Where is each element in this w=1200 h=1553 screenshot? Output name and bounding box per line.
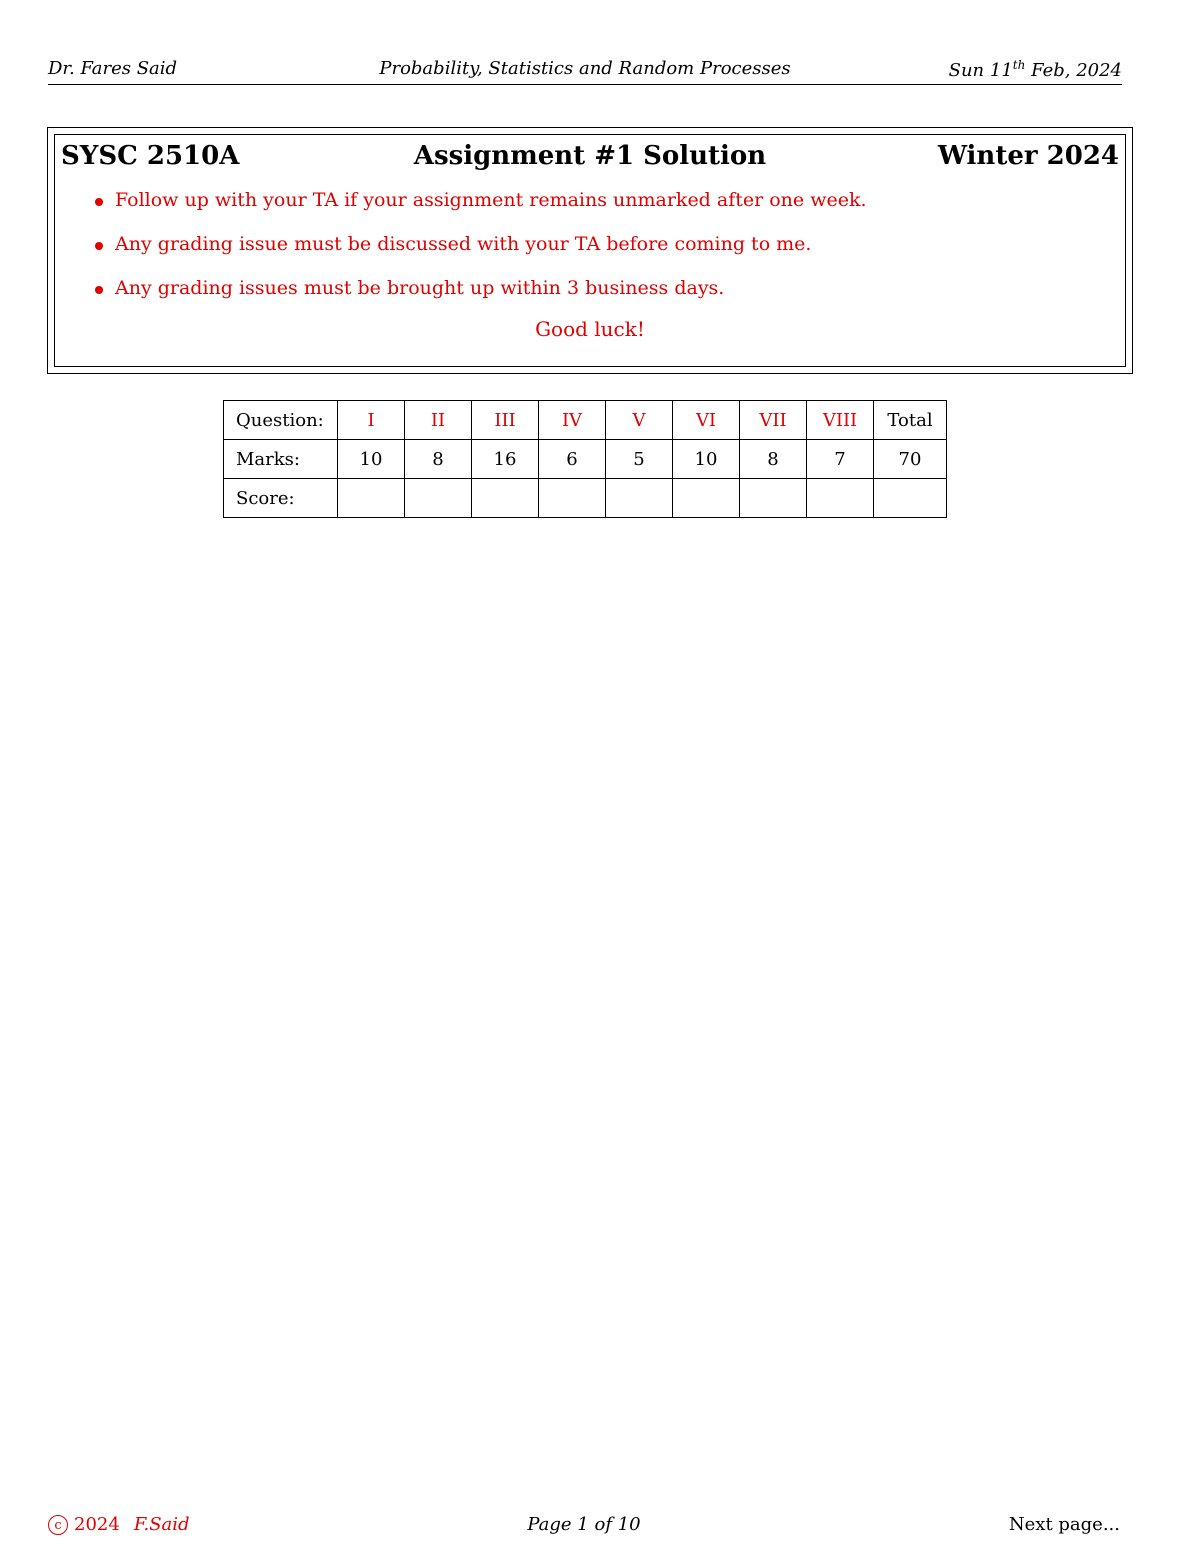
assignment-title: Assignment #1 Solution: [413, 141, 767, 171]
marks-value: 5: [606, 440, 673, 479]
question-row: [224, 401, 947, 440]
score-cell: [606, 479, 673, 518]
total-label: Total: [874, 401, 947, 440]
score-cell: [405, 479, 472, 518]
title-box: [47, 127, 1133, 374]
note-item: [95, 233, 867, 256]
marks-value: 10: [673, 440, 740, 479]
marks-value: 16: [472, 440, 539, 479]
notes-list: [95, 189, 867, 321]
question-number: I: [338, 401, 405, 440]
page-number: Page 1 of 10: [527, 1514, 641, 1535]
header-course-title: Probability, Statistics and Random Processes: [379, 58, 791, 79]
copyright-icon: c: [48, 1515, 68, 1535]
score-total-cell: [874, 479, 947, 518]
score-cell: [539, 479, 606, 518]
question-number: III: [472, 401, 539, 440]
footer-year: 2024: [74, 1514, 120, 1535]
question-number: VI: [673, 401, 740, 440]
score-cell: [673, 479, 740, 518]
page-header: [48, 56, 1122, 85]
marks-value: 6: [539, 440, 606, 479]
marks-value: 8: [405, 440, 472, 479]
score-cell: [740, 479, 807, 518]
question-number: V: [606, 401, 673, 440]
header-date-suffix: Feb, 2024: [1025, 60, 1122, 81]
marks-value: 7: [807, 440, 874, 479]
score-cell: [807, 479, 874, 518]
next-page-text: Next page...: [1008, 1514, 1120, 1535]
title-row: [61, 141, 1119, 175]
note-text: Any grading issue must be discussed with your TA before coming to me.: [115, 233, 812, 255]
bullet-icon: [95, 286, 103, 294]
marks-value: 8: [740, 440, 807, 479]
score-cell: [338, 479, 405, 518]
score-label: Score:: [224, 479, 338, 518]
marks-row: [224, 440, 947, 479]
question-number: VIII: [807, 401, 874, 440]
good-luck: Good luck!: [535, 317, 645, 341]
question-number: II: [405, 401, 472, 440]
note-text: Any grading issues must be brought up within 3 business days.: [115, 277, 725, 299]
marks-table: [223, 400, 947, 518]
question-number: IV: [539, 401, 606, 440]
footer-author: F.Said: [133, 1514, 190, 1535]
note-text: Follow up with your TA if your assignment remains unmarked after one week.: [115, 189, 867, 211]
page-footer: [48, 1512, 1120, 1540]
score-row: [224, 479, 947, 518]
term: Winter 2024: [937, 141, 1119, 171]
score-cell: [472, 479, 539, 518]
title-box-inner: [54, 134, 1126, 367]
header-date: [949, 58, 1122, 81]
header-author: Dr. Fares Said: [48, 58, 178, 79]
question-label: Question:: [224, 401, 338, 440]
header-date-sup: th: [1012, 58, 1026, 72]
marks-value: 10: [338, 440, 405, 479]
note-item: [95, 277, 867, 300]
note-item: [95, 189, 867, 212]
header-date-prefix: Sun 11: [948, 60, 1013, 81]
bullet-icon: [95, 242, 103, 250]
marks-label: Marks:: [224, 440, 338, 479]
course-code: SYSC 2510A: [61, 141, 240, 171]
total-marks: 70: [874, 440, 947, 479]
question-number: VII: [740, 401, 807, 440]
bullet-icon: [95, 198, 103, 206]
